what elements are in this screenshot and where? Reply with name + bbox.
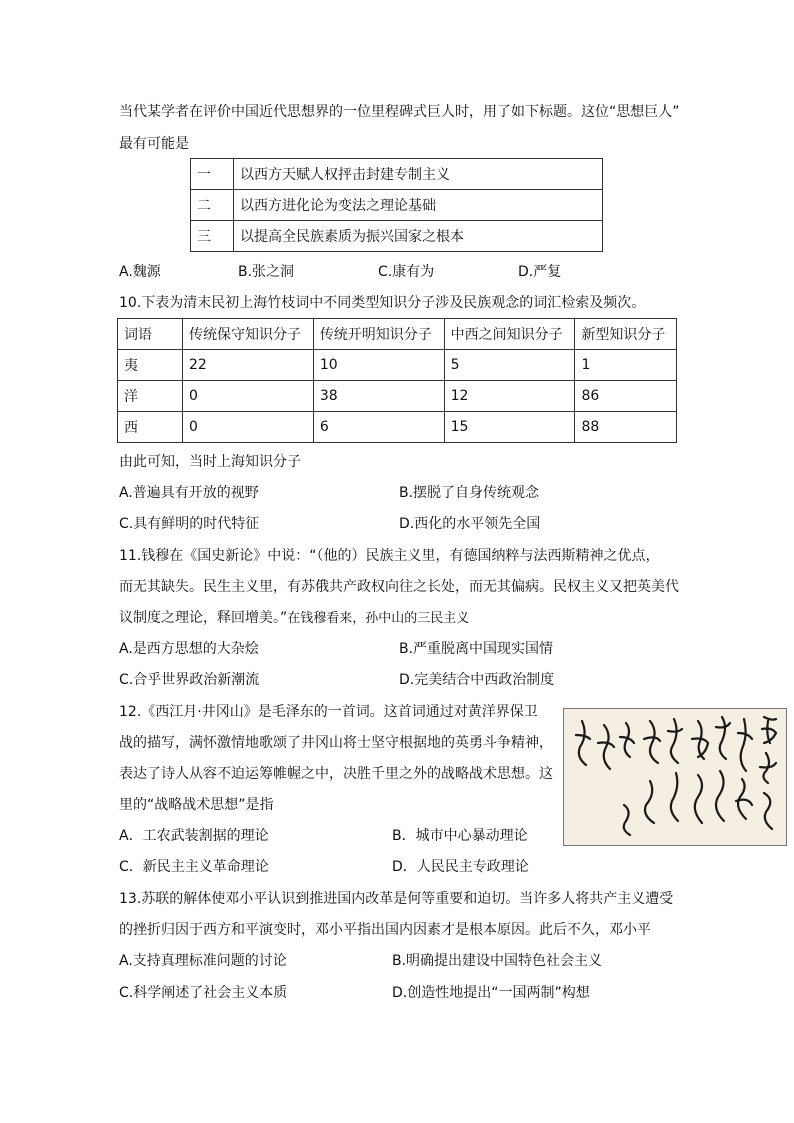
- q11-line1: 11.钱穆在《国史新论》中说：“（他的）民族主义里，有德国纳粹与法西斯精神之优点，: [119, 548, 660, 564]
- q10-cell: 0: [183, 381, 314, 412]
- q9-option-d[interactable]: D.严复: [518, 264, 562, 280]
- q9-row-number: 一: [191, 159, 234, 190]
- q10-cell: 洋: [118, 381, 183, 412]
- q12-line3: 表达了诗人从容不迫运筹帷幄之中，决胜千里之外的战略战术思想。这: [119, 766, 553, 782]
- q13-option-a[interactable]: A.支持真理标准问题的讨论: [119, 953, 287, 969]
- q10-conclusion: 由此可知，当时上海知识分子: [119, 454, 301, 470]
- q10-cell: 夷: [118, 350, 183, 381]
- q9-table: [190, 158, 603, 252]
- q9-stem-line1: 当代某学者在评价中国近代思想界的一位里程碑式巨人时，用了如下标题。这位“思想巨人”: [119, 104, 680, 120]
- q9-stem-line2: 最有可能是: [119, 136, 189, 152]
- calligraphy-image: [563, 708, 787, 846]
- q12-option-c[interactable]: C．新民主主义革命理论: [119, 859, 269, 875]
- q12-line4: 里的“战略战术思想”是指: [119, 797, 274, 813]
- q12-line2: 战的描写，满怀激情地歌颂了井冈山将士坚守根据地的英勇斗争精神，: [119, 735, 553, 751]
- q9-option-b[interactable]: B.张之洞: [238, 264, 295, 280]
- q10-cell: 86: [575, 381, 677, 412]
- table-row: [191, 221, 603, 252]
- q9-option-c[interactable]: C.康有为: [378, 264, 435, 280]
- q12-option-d[interactable]: D．人民民主专政理论: [392, 859, 529, 875]
- q13-option-d[interactable]: D.创造性地提出“一国两制”构想: [392, 985, 590, 1001]
- q12-line1: 12.《西江月·井冈山》是毛泽东的一首词。这首词通过对黄洋界保卫: [119, 704, 538, 720]
- q11-line3: [119, 608, 469, 629]
- q12-option-a[interactable]: A．工农武装割据的理论: [119, 828, 269, 844]
- q10-cell: 5: [444, 350, 575, 381]
- q10-table: [117, 318, 677, 443]
- q10-cell: 10: [313, 350, 444, 381]
- calligraphy-strokes: [564, 709, 786, 845]
- q13-line1: 13.苏联的解体使邓小平认识到推进国内改革是何等重要和迫切。当许多人将共产主义遭受: [119, 891, 674, 907]
- q11-option-a[interactable]: A.是西方思想的大杂烩: [119, 641, 259, 657]
- q11-option-b[interactable]: B.严重脱离中国现实国情: [399, 641, 554, 657]
- q10-stem: 10.下表为清末民初上海竹枝词中不同类型知识分子涉及民族观念的词汇检索及频次。: [119, 295, 646, 311]
- q13-option-b[interactable]: B.明确提出建设中国特色社会主义: [392, 953, 603, 969]
- table-row: [118, 412, 677, 443]
- table-row: [118, 350, 677, 381]
- q10-header-cell: 词语: [118, 319, 183, 350]
- q13-option-c[interactable]: C.科学阐述了社会主义本质: [119, 985, 288, 1001]
- q13-line2: 的挫折归因于西方和平演变时，邓小平指出国内因素才是根本原因。此后不久，邓小平: [119, 922, 651, 938]
- q10-cell: 22: [183, 350, 314, 381]
- q10-header-cell: 传统开明知识分子: [313, 319, 444, 350]
- q11-line2: 而无其缺失。民生主义里，有苏俄共产政权向往之长处，而无其偏病。民权主义又把英美代: [119, 579, 679, 595]
- q9-row-text: 以西方进化论为变法之理论基础: [234, 190, 603, 221]
- q10-cell: 1: [575, 350, 677, 381]
- table-row: [191, 190, 603, 221]
- q9-row-number: 二: [191, 190, 234, 221]
- q10-option-d[interactable]: D.西化的水平领先全国: [399, 516, 541, 532]
- q11-question: 在钱穆看来，孙中山的三民主义: [287, 611, 470, 626]
- table-row: [118, 381, 677, 412]
- q10-option-a[interactable]: A.普遍具有开放的视野: [119, 485, 259, 501]
- q10-header-cell: 新型知识分子: [575, 319, 677, 350]
- q10-cell: 15: [444, 412, 575, 443]
- table-row: [191, 159, 603, 190]
- q10-cell: 0: [183, 412, 314, 443]
- table-header-row: [118, 319, 677, 350]
- q10-option-b[interactable]: B.摆脱了自身传统观念: [399, 485, 540, 501]
- q12-option-b[interactable]: B．城市中心暴动理论: [392, 828, 528, 844]
- q11-option-d[interactable]: D.完美结合中西政治制度: [399, 672, 555, 688]
- q10-cell: 6: [313, 412, 444, 443]
- q11-option-c[interactable]: C.合乎世界政治新潮流: [119, 672, 260, 688]
- q9-option-a[interactable]: A.魏源: [119, 264, 161, 280]
- q10-cell: 88: [575, 412, 677, 443]
- q9-row-number: 三: [191, 221, 234, 252]
- q10-cell: 38: [313, 381, 444, 412]
- q10-option-c[interactable]: C.具有鲜明的时代特征: [119, 516, 260, 532]
- q9-row-text: 以提高全民族素质为振兴国家之根本: [234, 221, 603, 252]
- q11-quote-end: 议制度之理论，释回增美。”: [119, 610, 288, 626]
- q10-header-cell: 中西之间知识分子: [444, 319, 575, 350]
- q10-header-cell: 传统保守知识分子: [183, 319, 314, 350]
- q10-cell: 西: [118, 412, 183, 443]
- q9-row-text: 以西方天赋人权抨击封建专制主义: [234, 159, 603, 190]
- q10-cell: 12: [444, 381, 575, 412]
